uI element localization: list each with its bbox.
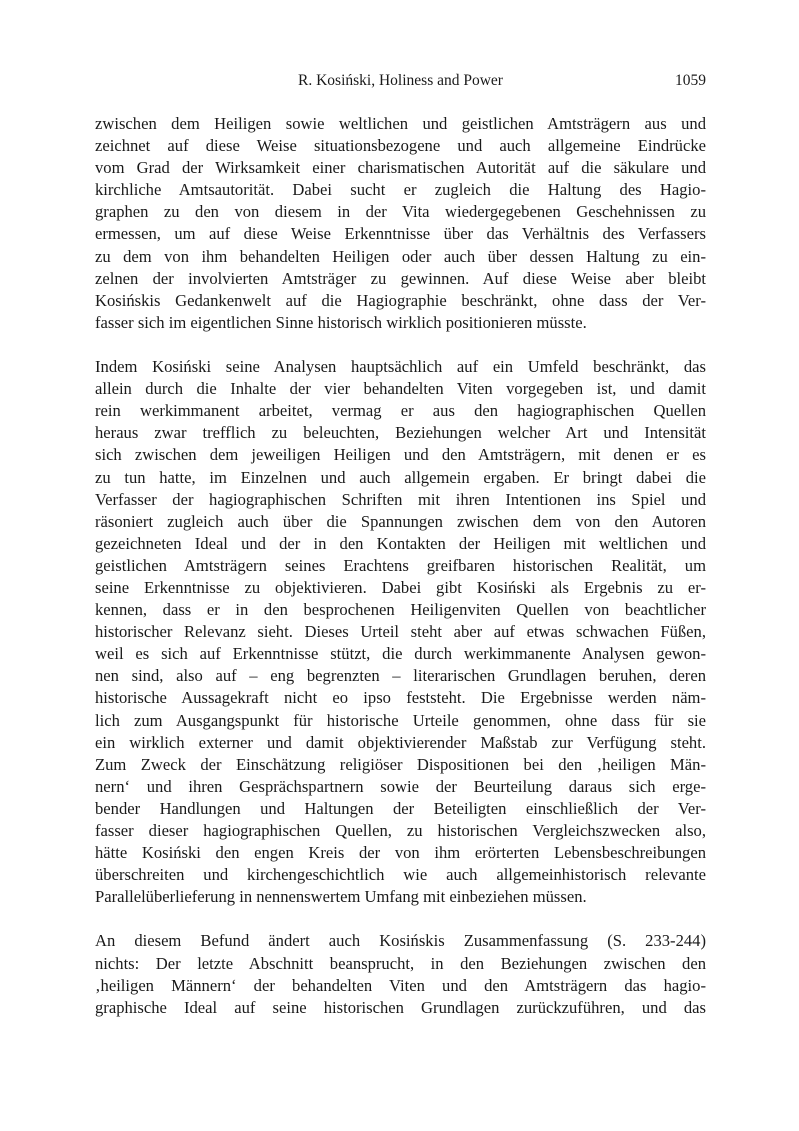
text-line: Indem Kosiński seine Analysen hauptsächlich auf ein Umfeld beschränkt, das — [95, 357, 706, 377]
text-line: An diesem Befund ändert auch Kosińskis Zusammenfassung (S. 233-244) — [95, 931, 706, 951]
text-line: fasser dieser hagiographischen Quellen, zu historischen Vergleichszwecken also, — [95, 821, 706, 840]
text-line: geistlichen Amtsträgern seines Erachtens greifbaren historischen Realität, um — [95, 555, 706, 575]
text-line: heraus zwar trefflich zu beleuchten, Beziehungen welcher Art und Intensität — [95, 423, 706, 443]
text-line: zeichnet auf diese Weise situationsbezogene und auch allgemeine Eindrücke — [95, 136, 706, 156]
text-line: historische Aussagekraft nicht eo ipso feststeht. Die Ergebnisse werden näm- — [95, 688, 706, 708]
text-line: graphen zu den von diesem in der Vita wiedergegebenen Geschehnissen zu — [95, 202, 706, 222]
text-line: Kosińskis Gedankenwelt auf die Hagiographie beschränkt, ohne dass der Ver- — [95, 290, 706, 310]
text-line: lich zum Ausgangspunkt für historische Urteile genommen, ohne dass für sie — [95, 710, 706, 730]
text-line: zu tun hatte, im Einzelnen und auch allgemein ergaben. Er bringt dabei die — [95, 467, 706, 487]
page-header — [95, 72, 706, 94]
text-line: fasser sich im eigentlichen Sinne historisch wirklich positionieren müsste. — [95, 312, 587, 332]
text-line: zwischen dem Heiligen sowie weltlichen und geistlichen Amtsträgern aus und — [95, 114, 706, 133]
text-line: ‚heiligen Männern‘ der behandelten Viten und den Amtsträgern das hagio- — [95, 975, 706, 995]
text-line: seine Erkenntnisse zu objektivieren. Dabei gibt Kosiński als Ergebnis zu er- — [95, 577, 706, 597]
paragraph-1 — [95, 113, 706, 334]
text-line: räsoniert zugleich auch über die Spannungen zwischen dem von den Autoren — [95, 511, 706, 531]
text-line: Verfasser der hagiographischen Schriften mit ihren Intentionen ins Spiel und — [95, 489, 706, 509]
text-line: kennen, dass er in den besprochenen Heiligenviten Quellen von beachtlicher — [95, 600, 706, 620]
text-line: nern‘ und ihren Gesprächspartnern sowie der Beurteilung daraus sich erge- — [95, 776, 706, 796]
paragraph-spacer — [95, 334, 706, 356]
text-line: hätte Kosiński den engen Kreis der von ihm erörterten Lebensbeschreibungen — [95, 843, 706, 863]
text-line: ermessen, um auf diese Weise Erkenntnisse über das Verhältnis des Verfassers — [95, 224, 706, 244]
running-head: R. Kosiński, Holiness and Power — [298, 72, 503, 89]
text-line: gezeichneten Ideal und der in den Kontakten der Heiligen mit weltlichen und — [95, 533, 706, 553]
text-line: historischer Relevanz sieht. Dieses Urteil steht aber auf etwas schwachen Füßen, — [95, 622, 706, 642]
text-line: nichts: Der letzte Abschnitt beansprucht, in den Beziehungen zwischen den — [95, 953, 706, 973]
paragraph-2 — [95, 356, 706, 908]
text-line: Zum Zweck der Einschätzung religiöser Dispositionen bei den ‚heiligen Män- — [95, 754, 706, 774]
text-line: zu dem von ihm behandelten Heiligen oder auch über dessen Haltung zu ein- — [95, 246, 706, 266]
paragraph-3 — [95, 930, 706, 1018]
text-line: Parallelüberlieferung in nennenswertem Umfang mit einbeziehen müssen. — [95, 887, 587, 907]
text-line: ein wirklich externer und damit objektivierender Maßstab zur Verfügung steht. — [95, 732, 706, 752]
text-line: graphische Ideal auf seine historischen Grundlagen zurückzuführen, und das — [95, 997, 706, 1017]
body-text — [95, 113, 706, 1019]
text-line: allein durch die Inhalte der vier behandelten Viten vorgegeben ist, und damit — [95, 379, 706, 399]
text-line: sich zwischen dem jeweiligen Heiligen und den Amtsträgern, mit denen er es — [95, 445, 706, 465]
paragraph-spacer — [95, 908, 706, 930]
text-line: vom Grad der Wirksamkeit einer charismatischen Autorität auf die säkulare und — [95, 158, 706, 178]
text-line: nen sind, also auf – eng begrenzten – literarischen Grundlagen beruhen, deren — [95, 666, 706, 686]
text-line: bender Handlungen und Haltungen der Beteiligten einschließlich der Ver- — [95, 798, 706, 818]
text-line: kirchliche Amtsautorität. Dabei sucht er zugleich die Haltung des Hagio- — [95, 180, 706, 200]
page-number: 1059 — [675, 72, 706, 89]
text-line: zelnen der involvierten Amtsträger zu gewinnen. Auf diese Weise aber bleibt — [95, 268, 706, 288]
text-line: rein werkimmanent arbeitet, vermag er aus den hagiographischen Quellen — [95, 401, 706, 421]
text-line: überschreiten und kirchengeschichtlich wie auch allgemeinhistorisch relevante — [95, 865, 706, 885]
text-line: weil es sich auf Erkenntnisse stützt, die durch werkimmanente Analysen gewon- — [95, 644, 706, 664]
